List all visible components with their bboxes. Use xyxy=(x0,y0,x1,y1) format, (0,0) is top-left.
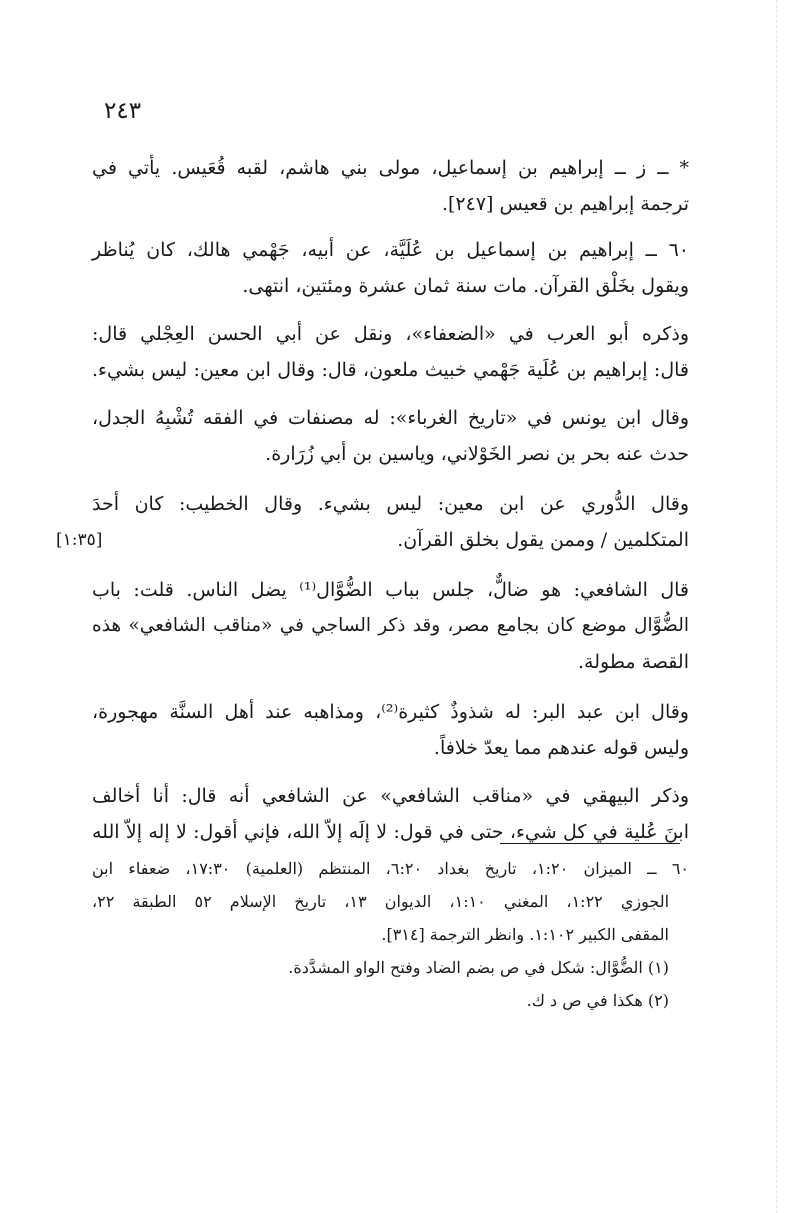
entry-cross-reference xyxy=(92,150,689,222)
footnote-line: المقفى الكبير ١:١٠٢. وانظر الترجمة [٣١٤]. xyxy=(381,925,669,944)
footnote-line: الجوزي ١:٢٢، المغني ١:١٠، الديوان ١٣، تاريخ الإسلام ٥٢ الطبقة ٢٢، xyxy=(92,892,670,911)
paragraph xyxy=(92,316,689,388)
footnote-line: ٦٠ ــ الميزان ١:٢٠، تاريخ بغداد ٦:٢٠، المنتظم (العلمية) ١٧:٣٠، ضعفاء ابن xyxy=(92,859,690,878)
footnote-notes xyxy=(92,951,689,1017)
entry-60-heading xyxy=(92,232,689,304)
paragraph xyxy=(92,400,689,472)
paragraph xyxy=(92,486,689,558)
text-line: الضُّوَّال موضع كان بجامع مصر، وقد ذكر الساجي في «مناقب الشافعي» هذه xyxy=(92,615,689,636)
footnote-separator xyxy=(500,843,680,844)
page-edge-line xyxy=(775,0,777,1213)
text-line: ترجمة إبراهيم بن قعيس [٢٤٧]. xyxy=(441,193,689,215)
text-line: وليس قوله عندهم مما يعدّ خلافاً. xyxy=(433,737,689,759)
footnote-2: (٢) هكذا في ص د ك. xyxy=(526,991,669,1010)
text-line: ٦٠ ــ إبراهيم بن إسماعيل بن عُلَيَّة، عن أبيه، جَهْمي هالك، كان يُناظر xyxy=(92,239,689,261)
text-line: المتكلمين / وممن يقول بخلق القرآن. xyxy=(397,529,689,551)
text-line: * ــ ز ــ إبراهيم بن إسماعيل، مولى بني هاشم، لقبه قُعَيس. يأتي في xyxy=(92,157,689,179)
page-number: ٢٤٣ xyxy=(104,98,142,124)
margin-marker: [١:٣٥] xyxy=(56,530,103,550)
footnote-sources xyxy=(92,852,689,951)
text-line: وذكر البيهقي في «مناقب الشافعي» عن الشافعي أنه قال: أنا أخالف xyxy=(92,785,689,807)
text-line: وقال ابن عبد البر: له شذوذٌ كثيرة⁽²⁾، ومذاهبه عند أهل السنَّة مهجورة، xyxy=(92,701,689,723)
paragraph xyxy=(92,778,689,850)
text-line: ابنَ عُلية في كل شيء، حتى في قول: لا إلَه إلاّ الله، فإني أقول: لا إله إلاّ الله xyxy=(92,821,689,843)
text-line: قال: إبراهيم بن عُلَية جَهْمي خبيث ملعون، قال: وقال ابن معين: ليس بشيء. xyxy=(92,359,689,381)
text-line: قال الشافعي: هو ضالٌّ، جلس بباب الضُّوَّال⁽¹⁾ يضل الناس. قلت: باب xyxy=(92,579,690,601)
text-line: وذكره أبو العرب في «الضعفاء»، ونقل عن أبي الحسن العِجْلي قال: xyxy=(92,323,689,345)
text-line: ويقول بخَلْق القرآن. مات سنة ثمان عشرة ومئتين، انتهى. xyxy=(242,275,689,297)
paragraph xyxy=(92,694,689,766)
text-line: القصة مطولة. xyxy=(578,651,689,673)
footnote-1: (١) الضُّوَّال: شكل في ص بضم الضاد وفتح الواو المشدَّدة. xyxy=(288,958,669,977)
text-line: وقال ابن يونس في «تاريخ الغرباء»: له مصنفات في الفقه تُشْبِهُ الجدل، xyxy=(92,407,689,429)
paragraph xyxy=(92,572,689,680)
text-line: وقال الدُّوري عن ابن معين: ليس بشيء. وقال الخطيب: كان أحدَ xyxy=(92,493,689,515)
text-line: حدث عنه بحر بن نصر الخَوْلاني، وياسين بن أبي زُرَارة. xyxy=(265,443,689,465)
